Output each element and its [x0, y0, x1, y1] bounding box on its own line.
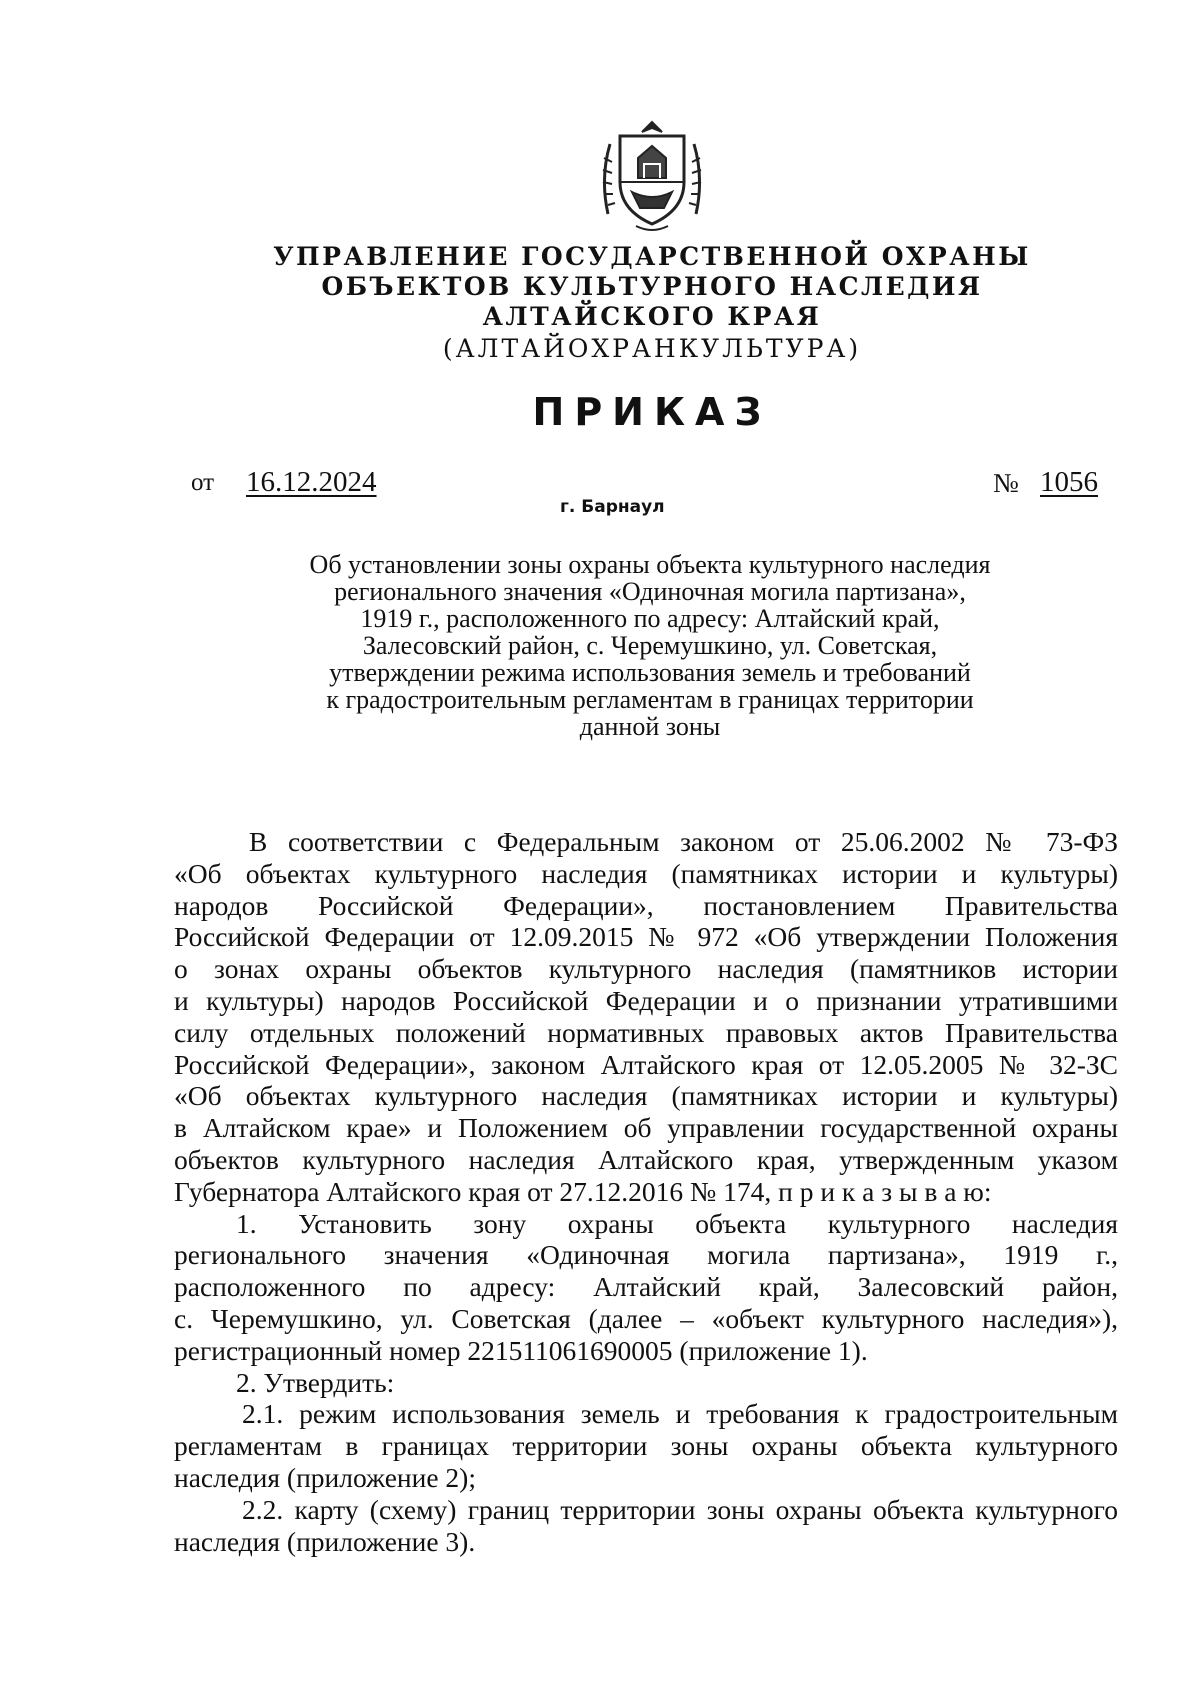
- preamble-line: о зонах охраны объектов культурного наследия (памятников истории: [174, 953, 1118, 985]
- item-2-1-line: регламентам в границах территории зоны охраны объекта культурного: [174, 1430, 1118, 1462]
- subject-line: к градостроительным регламентам в границах территории: [326, 685, 974, 714]
- organization-name-line-1: УПРАВЛЕНИЕ ГОСУДАРСТВЕННОЙ ОХРАНЫ: [273, 242, 1031, 271]
- document-subject: [280, 551, 1020, 740]
- preamble-line: Российской Федерации от 12.09.2015 № 972 «Об утверждении Положения: [174, 921, 1118, 953]
- preamble-line: народов Российской Федерации», постановлением Правительства: [174, 889, 1118, 921]
- preamble-line: В соответствии с Федеральным законом от 25.06.2002 № 73-ФЗ: [249, 826, 1118, 857]
- preamble-line: объектов культурного наследия Алтайского края, утвержденным указом: [174, 1143, 1118, 1175]
- number-prefix: №: [993, 468, 1019, 498]
- subject-line: утверждении режима использования земель и требований: [329, 658, 971, 687]
- item-2-1-line: 2.1. режим использования земель и требования к градостроительным: [242, 1398, 1118, 1430]
- subject-line: 1919 г., расположенного по адресу: Алтайский край,: [360, 604, 940, 633]
- subject-line: регионального значения «Одиночная могила партизана»,: [334, 577, 966, 606]
- item-2-2-line: наследия (приложение 3).: [174, 1525, 476, 1557]
- preamble-line: Российской Федерации», законом Алтайского края от 12.05.2005 № 32-ЗС: [174, 1048, 1118, 1080]
- item-2-1-line: наследия (приложение 2);: [174, 1461, 476, 1493]
- preamble-line: и культуры) народов Российской Федерации и о признании утратившими: [174, 984, 1118, 1016]
- preamble-line: «Об объектах культурного наследия (памятниках истории и культуры): [174, 1080, 1118, 1112]
- document-number: 1056: [1040, 466, 1098, 498]
- organization-name-line-2: ОБЪЕКТОВ КУЛЬТУРНОГО НАСЛЕДИЯ: [321, 272, 983, 301]
- organization-name-line-3: АЛТАЙСКОГО КРАЯ: [482, 302, 822, 331]
- preamble-line: «Об объектах культурного наследия (памятниках истории и культуры): [174, 857, 1118, 889]
- item-2-heading: 2. Утвердить:: [236, 1366, 395, 1398]
- subject-line: Залесовский район, с. Черемушкино, ул. Советская,: [362, 631, 938, 660]
- item-1-line: 1. Установить зону охраны объекта культурного наследия: [236, 1207, 1118, 1239]
- item-1-line: с. Черемушкино, ул. Советская (далее – «объект культурного наследия»),: [174, 1302, 1118, 1334]
- subject-line: Об установлении зоны охраны объекта культурного наследия: [309, 550, 991, 579]
- item-2-2-line: 2.2. карту (схему) границ территории зоны охраны объекта культурного: [242, 1493, 1118, 1525]
- subject-line: данной зоны: [579, 712, 721, 741]
- item-1-line: регионального значения «Одиночная могила партизана», 1919 г.,: [174, 1239, 1118, 1271]
- document-body: [174, 826, 1118, 1557]
- date-prefix: от: [191, 469, 215, 496]
- item-1-line: регистрационный номер 221511061690005 (приложение 1).: [174, 1334, 868, 1366]
- coat-of-arms-emblem: [598, 118, 706, 236]
- preamble-line: Губернатора Алтайского края от 27.12.2016 № 174, п р и к а з ы в а ю:: [174, 1175, 992, 1207]
- preamble-line: силу отдельных положений нормативных правовых актов Правительства: [174, 1016, 1118, 1048]
- document-date: 16.12.2024: [246, 466, 377, 498]
- document-type-title: ПРИКАЗ: [532, 390, 772, 434]
- preamble-line: в Алтайском крае» и Положением об управлении государственной охраны: [174, 1112, 1118, 1144]
- organization-short-name: (АЛТАЙОХРАНКУЛЬТУРА): [442, 334, 862, 363]
- city-name: г. Барнаул: [560, 497, 665, 517]
- item-1-line: расположенного по адресу: Алтайский край, Залесовский район,: [174, 1271, 1118, 1303]
